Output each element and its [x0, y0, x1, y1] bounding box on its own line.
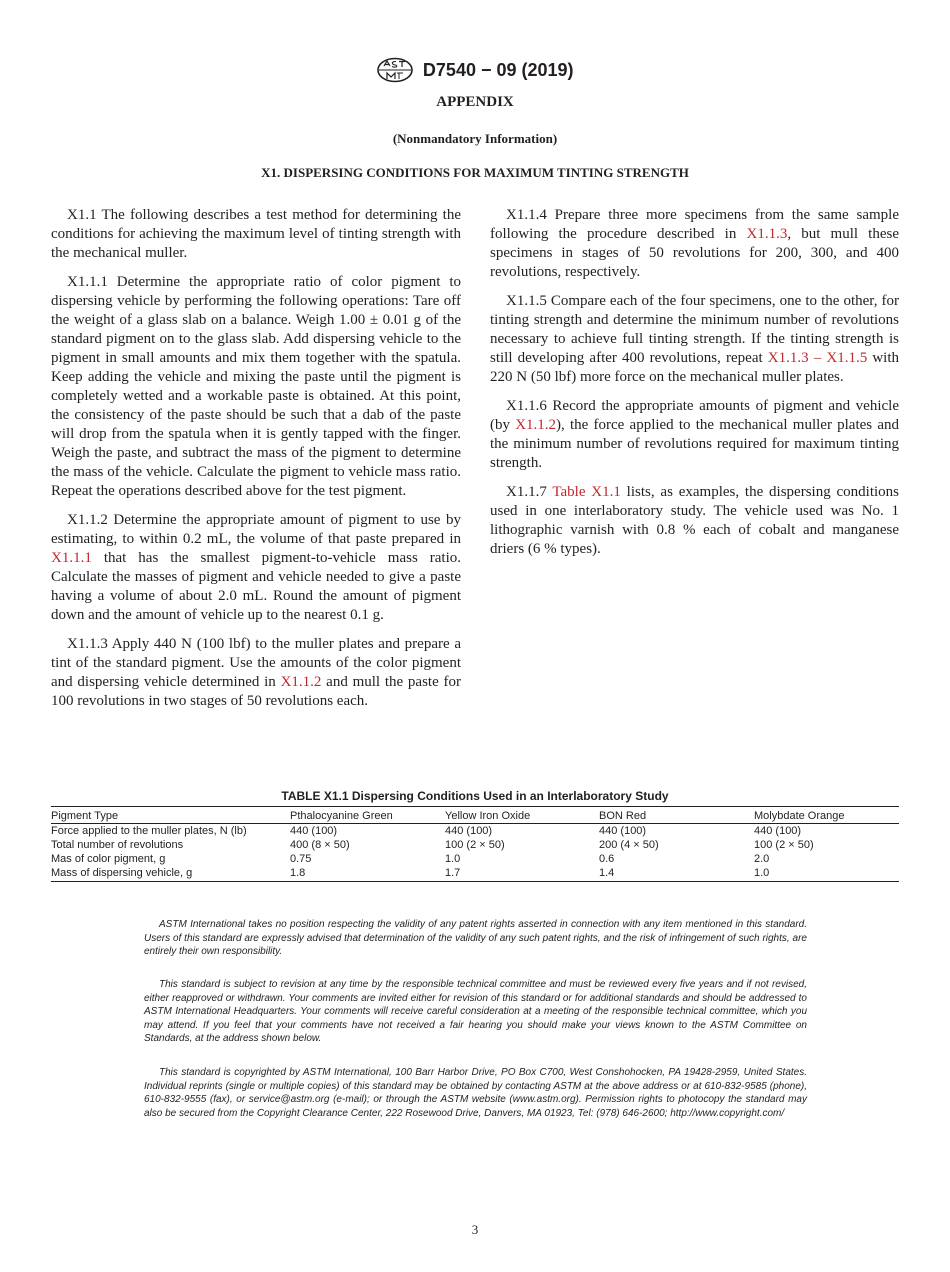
table-cell: 100 (2 × 50): [445, 839, 505, 851]
table-header-cell: Pthalocyanine Green: [290, 807, 445, 824]
patent-notice-text: ASTM International takes no position respecting the validity of any patent rights asserted in connection with any item mentioned in this standard. Users of this standard are expressly advised that determination of the validity of any such patent rights, and the risk of infringement of such rights, are entirely their own responsibility.: [144, 919, 807, 958]
paragraph-text: and mull the paste for 100 revolutions in two stages of 50 revolutions each.: [51, 674, 461, 709]
table-cell: 440 (100): [599, 825, 647, 837]
table-cell: 200 (4 × 50): [599, 839, 659, 851]
page-number: 3: [471, 1222, 479, 1237]
table-cell: 1.0: [445, 853, 461, 865]
table-header-row: [51, 807, 899, 824]
paragraph-x1-1-7: [490, 483, 899, 559]
paragraph-text: X1.1.5 Compare each of the four specimens, one to the other, for tinting strength and determine the minimum number of revolutions necessary to achieve full tinting strength. If the tinting strength is still developing after 400 revolutions, repeat: [490, 293, 899, 366]
table-header-cell: Pigment Type: [51, 807, 290, 824]
table-caption: TABLE X1.1 Dispersing Conditions Used in an Interlaboratory Study: [281, 789, 669, 803]
right-column: [490, 206, 899, 569]
left-column: [51, 206, 461, 721]
table-cell: 440 (100): [290, 825, 338, 837]
table-cell: 400 (8 × 50): [290, 839, 350, 851]
table-cell: Force applied to the muller plates, N (lb): [51, 825, 247, 837]
paragraph-x1-1-4: [490, 206, 899, 282]
paragraph-text: X1.1.4 Prepare three more specimens from the same sample following the procedure described in: [490, 207, 899, 242]
link-table-x1-1[interactable]: Table X1.1: [552, 484, 621, 500]
link-x1-1-3-to-x1-1-5[interactable]: X1.1.3 – X1.1.5: [767, 350, 868, 366]
paragraph-x1-1-3: [51, 635, 461, 711]
table-header-cell: Yellow Iron Oxide: [445, 807, 599, 824]
astm-logo-icon: [376, 57, 414, 83]
standard-designation: D7540 − 09 (2019): [422, 59, 574, 80]
table-cell: 440 (100): [754, 825, 802, 837]
table-header-cell: BON Red: [599, 807, 754, 824]
paragraph-x1-1-6: [490, 397, 899, 473]
paragraph-x1-1-2: [51, 511, 461, 625]
link-x1-1-3[interactable]: X1.1.3: [746, 226, 788, 242]
link-x1-1-2[interactable]: X1.1.2: [280, 674, 322, 690]
table-row: [51, 838, 899, 852]
copyright-notice-text: This standard is copyrighted by ASTM International, 100 Barr Harbor Drive, PO Box C700, West Conshohocken, PA 19428-2959, United States. Individual reprints (single or multiple copies) of this standard may be obtained by contacting ASTM at the above address or at 610-832-9585 (phone), 610-832-9555 (fax), or service@astm.org (e-mail); or through the ASTM website (www.astm.org). Permission rights to photocopy the standard may also be secured from the Copyright Clearance Center, 222 Rosewood Drive, Danvers, MA 01923, Tel: (978) 646-2600; http://www.copyright.com/: [144, 1067, 807, 1119]
appendix-title: APPENDIX: [436, 94, 514, 110]
nonmandatory-label: (Nonmandatory Information): [392, 131, 558, 146]
table-cell: Mas of color pigment, g: [51, 853, 166, 865]
table-cell: Mass of dispersing vehicle, g: [51, 866, 290, 882]
table-cell: 100 (2 × 50): [754, 839, 814, 851]
table-row: [51, 866, 899, 882]
page-header: [0, 57, 950, 83]
revision-notice: [144, 978, 807, 1046]
paragraph-text: lists, as examples, the dispersing conditions used in one interlaboratory study. The vehicle used was No. 1 lithographic varnish with 0.8 % each of cobalt and manganese driers (6 % types).: [490, 484, 900, 557]
paragraph-text: X1.1.7: [506, 484, 553, 500]
paragraph-text: that has the smallest pigment-to-vehicle mass ratio. Calculate the masses of pigment and vehicle needed to give a paste having a volume of about 2.0 mL. Round the amount of pigment down and the amount of vehicle up to the nearest 0.1 g.: [51, 550, 461, 623]
table-cell: 0.75: [290, 853, 312, 865]
copyright-notice: [144, 1066, 807, 1120]
dispersing-conditions-table: [51, 806, 899, 882]
paragraph-text: ), the force applied to the mechanical muller plates and the minimum number of revolutions required for maximum tinting strength.: [490, 417, 899, 471]
table-cell: 1.7: [445, 866, 599, 882]
paragraph-x1-1-1: X1.1.1 Determine the appropriate ratio of color pigment to dispersing vehicle by performing the following operations: Tare off the weight of a glass slab on a balance. Weigh 1.00 ± 0.01 g of the standard pigment on to the glass slab. Add dispersing vehicle to the pigment in small amounts and mix them together with the spatula. Keep adding the vehicle and mixing the paste until the pigment is completely wetted and a workable paste is obtained. At this point, the consistency of the paste should be such that a dab of the paste will drop from the spatula when it is gently tapped with the finger. Weigh the paste, and subtract the mass of the pigment to determine the mass of the vehicle. Calculate the pigment to vehicle mass ratio. Repeat the operations described above for the test pigment.: [51, 274, 461, 499]
link-x1-1-2[interactable]: X1.1.2: [515, 417, 557, 433]
table-cell: 0.6: [599, 853, 615, 865]
table-cell: 1.4: [599, 866, 754, 882]
table-cell: 1.8: [290, 866, 445, 882]
section-title: X1. DISPERSING CONDITIONS FOR MAXIMUM TINTING STRENGTH: [261, 165, 689, 180]
table-row: [51, 824, 899, 839]
table-cell: 440 (100): [445, 825, 493, 837]
paragraph-text: , but mull these specimens in stages of 50 revolutions for 200, 300, and 400 revolutions, respectively.: [490, 226, 899, 280]
paragraph-text: X1.1.2 Determine the appropriate amount of pigment to use by estimating, to within 0.2 mL, the volume of that paste prepared in: [51, 512, 461, 547]
paragraph-text: X1.1.3 Apply 440 N (100 lbf) to the muller plates and prepare a tint of the standard pigment. Use the amounts of the color pigment and dispersing vehicle determined in: [51, 636, 461, 690]
table-cell: 2.0: [754, 853, 770, 865]
table-header-cell: Molybdate Orange: [754, 807, 899, 824]
paragraph-text: with 220 N (50 lbf) more force on the mechanical muller plates.: [490, 350, 899, 385]
paragraph-text: X1.1.6 Record the appropriate amounts of pigment and vehicle (by: [490, 398, 899, 433]
link-x1-1-1[interactable]: X1.1.1: [51, 550, 92, 566]
paragraph-x1-1: X1.1 The following describes a test method for determining the conditions for achieving the maximum level of tinting strength with the mechanical muller.: [51, 207, 461, 261]
patent-notice: [144, 918, 807, 959]
table-row: [51, 852, 899, 866]
paragraph-x1-1-5: [490, 292, 899, 387]
table-cell: 1.0: [754, 866, 899, 882]
revision-notice-text: This standard is subject to revision at any time by the responsible technical committee and must be reviewed every five years and if not revised, either reapproved or withdrawn. Your comments are invited either for revision of this standard or for additional standards and should be addressed to ASTM International Headquarters. Your comments will receive careful consideration at a meeting of the responsible technical committee, which you may attend. If you feel that your comments have not received a fair hearing you should make your views known to the ASTM Committee on Standards, at the address shown below.: [144, 979, 807, 1045]
table-cell: Total number of revolutions: [51, 839, 184, 851]
